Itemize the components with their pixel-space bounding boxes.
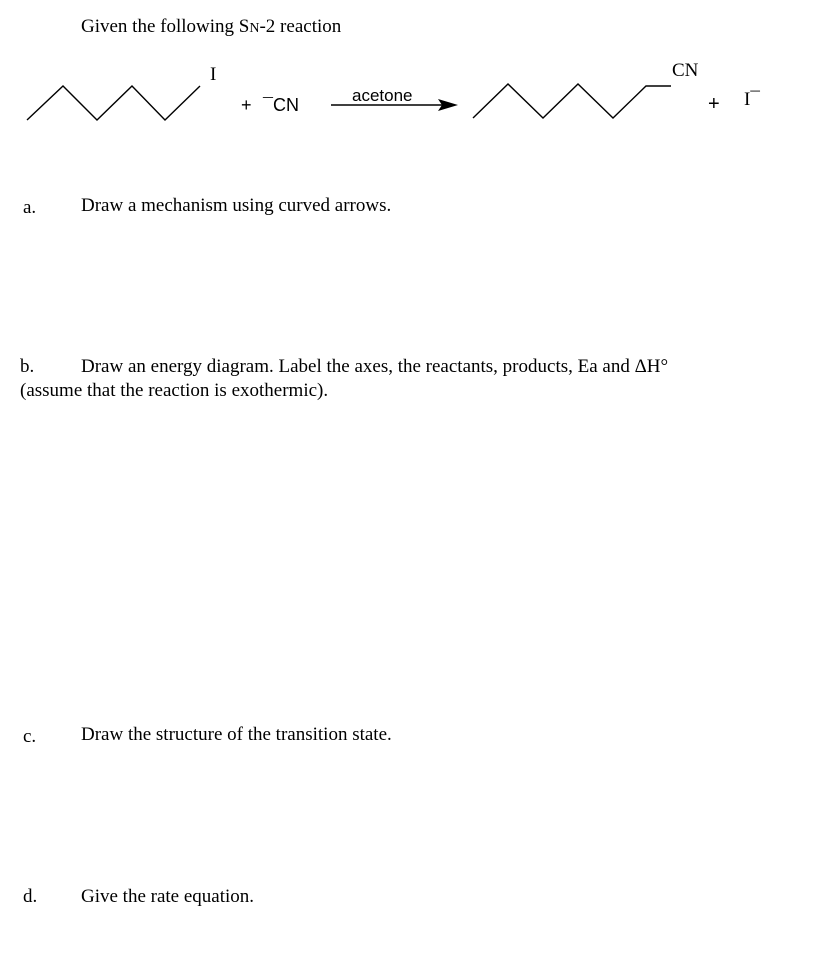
question-b-letter: b. <box>20 356 35 377</box>
substrate-iodine-label: I <box>210 64 217 85</box>
iodide-label: I <box>744 89 751 110</box>
question-d-letter: d. <box>23 886 38 907</box>
question-c-letter: c. <box>23 726 37 747</box>
plus-sign-1: + <box>241 95 252 115</box>
cyanide-charge: ¯ <box>263 95 273 115</box>
intro-suffix: -2 reaction <box>259 16 342 37</box>
solvent-label: acetone <box>352 86 413 105</box>
question-a-letter: a. <box>23 197 37 218</box>
product-cyano-label: CN <box>672 60 699 81</box>
cyanide-reactant <box>263 96 299 114</box>
plus-sign-2: + <box>708 93 720 115</box>
reaction-scheme <box>0 0 827 200</box>
cyanide-label: CN <box>272 95 299 115</box>
question-b-text: Draw an energy diagram. Label the axes, the reactants, products, Ea and ΔH° <box>81 356 669 377</box>
intro-subscript: N <box>249 21 260 36</box>
intro-prefix: Given the following S <box>81 16 250 37</box>
substrate-chain <box>27 86 200 120</box>
question-a-text: Draw a mechanism using curved arrows. <box>81 195 392 216</box>
iodide-charge: ¯ <box>750 89 760 110</box>
iodide-product <box>744 90 760 109</box>
question-c-text: Draw the structure of the transition state. <box>81 724 392 745</box>
question-b-continuation: (assume that the reaction is exothermic). <box>20 380 329 401</box>
question-d-text: Give the rate equation. <box>81 886 255 907</box>
product-chain <box>473 84 671 118</box>
